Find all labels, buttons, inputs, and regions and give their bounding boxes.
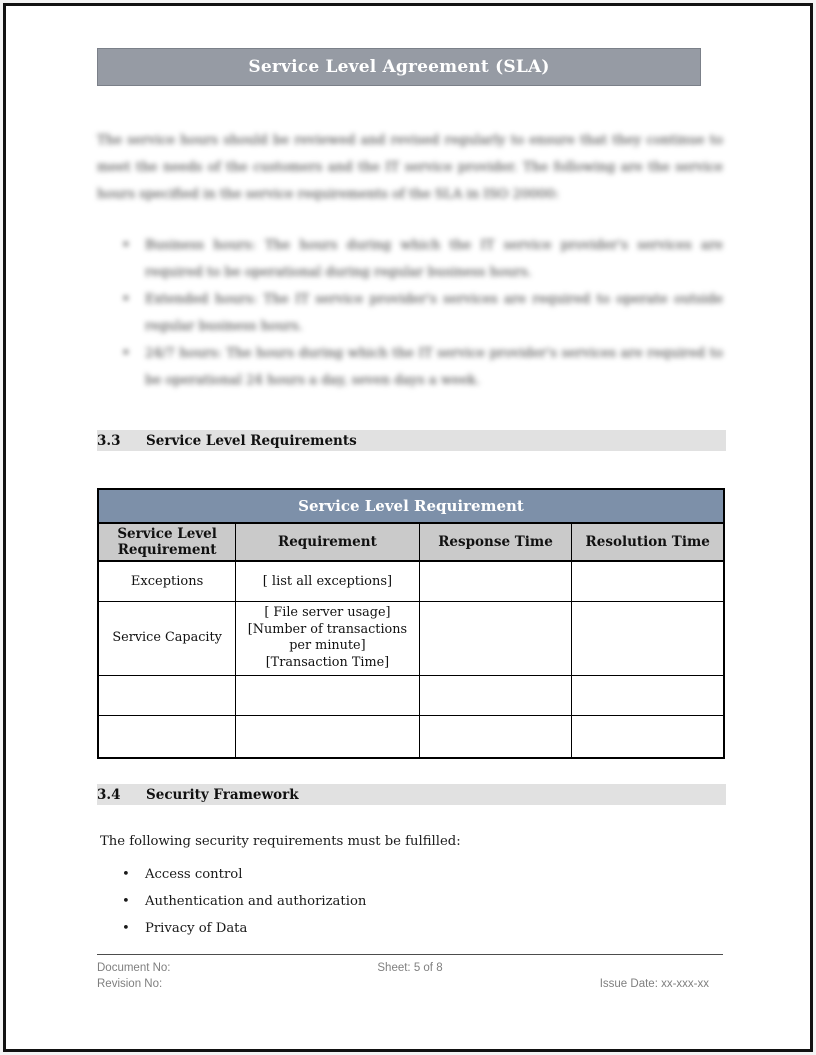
cell-service-level <box>98 675 236 715</box>
footer-spacer <box>514 960 723 976</box>
cell-requirement <box>236 601 419 675</box>
table-header-row <box>98 523 724 561</box>
list-item: • Extended hours: The IT service provider's services are required to operate outside regular business hours. <box>97 286 723 340</box>
cell-service-level: Service Capacity <box>98 601 236 675</box>
list-item: • 24/7 hours: The hours during which the IT service provider's services are required to be operational 24 hours a day, seven days a week. <box>97 340 723 394</box>
footer-document-no: Document No: <box>97 962 171 974</box>
requirement-line: [ File server usage] <box>264 605 391 620</box>
list-item: • Authentication and authorization <box>97 888 723 915</box>
cell-resolution-time <box>572 561 724 601</box>
section-title: Security Framework <box>146 786 299 803</box>
cell-resolution-time <box>572 715 724 758</box>
table-caption: Service Level Requirement <box>98 489 724 523</box>
footer-divider <box>97 954 723 955</box>
table-caption-row <box>98 489 724 523</box>
list-item: • Business hours: The hours during which the IT service provider's services are required to be operational during regular business hours. <box>97 232 723 286</box>
table-row <box>98 715 724 758</box>
col-header-service-level-requirement: Service Level Requirement <box>98 523 236 561</box>
cell-service-level <box>98 715 236 758</box>
cell-resolution-time <box>572 601 724 675</box>
section-heading-3-4 <box>97 784 726 805</box>
requirement-line: [Transaction Time] <box>265 654 390 670</box>
document-page <box>3 3 813 1052</box>
col-header-requirement: Requirement <box>236 523 419 561</box>
table-row <box>98 561 724 601</box>
cell-requirement <box>236 715 419 758</box>
service-hours-list <box>97 232 723 394</box>
document-title-bar <box>97 48 701 86</box>
list-item: • Privacy of Data <box>97 915 723 942</box>
col-header-resolution-time: Resolution Time <box>572 523 724 561</box>
security-requirements-list <box>97 861 723 942</box>
footer-sheet-number: Sheet: 5 of 8 <box>377 962 443 974</box>
list-item: • Access control <box>97 861 723 888</box>
page-footer <box>97 960 723 992</box>
cell-response-time <box>419 561 572 601</box>
cell-response-time <box>419 601 572 675</box>
table-row <box>98 601 724 675</box>
section-heading-3-3 <box>97 430 726 451</box>
cell-response-time <box>419 715 572 758</box>
service-level-requirement-table <box>97 488 725 759</box>
footer-spacer <box>306 976 515 992</box>
section-title: Service Level Requirements <box>146 432 357 449</box>
footer-revision-no: Revision No: <box>97 978 163 990</box>
cell-resolution-time <box>572 675 724 715</box>
cell-response-time <box>419 675 572 715</box>
table-row <box>98 675 724 715</box>
document-title: Service Level Agreement (SLA) <box>248 57 550 77</box>
intro-paragraph: The service hours should be reviewed and revised regularly to ensure that they continue to meet the needs of the customers and the IT service provider. The following are the service hours specified in the service requirements of the SLA in ISO 20000: <box>97 133 723 202</box>
cell-requirement <box>236 675 419 715</box>
section-number: 3.3 <box>97 432 121 449</box>
requirement-line: [Number of transactions per minute] <box>247 621 408 653</box>
footer-issue-date: Issue Date: xx-xxx-xx <box>599 978 709 990</box>
cell-service-level: Exceptions <box>98 561 236 601</box>
section-number: 3.4 <box>97 786 121 803</box>
cell-requirement: [ list all exceptions] <box>236 561 419 601</box>
security-lead-text: The following security requirements must be fulfilled: <box>100 834 461 849</box>
col-header-response-time: Response Time <box>419 523 572 561</box>
